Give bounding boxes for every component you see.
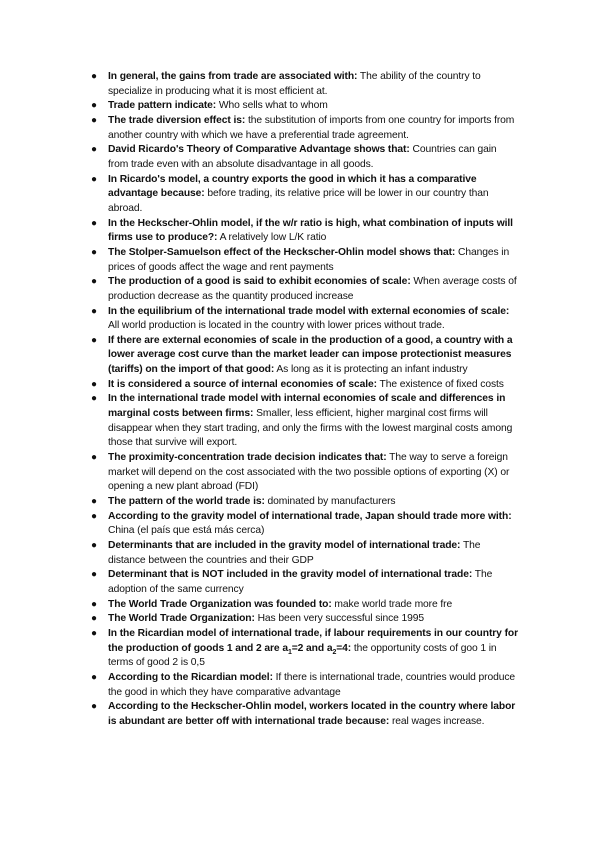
subscript: 2 xyxy=(332,648,337,656)
bullet-icon: ● xyxy=(91,246,97,258)
list-item xyxy=(91,70,519,99)
list-item xyxy=(91,539,519,568)
list-item xyxy=(91,275,519,304)
item-question: The pattern of the world trade is: xyxy=(108,496,265,508)
list-item xyxy=(91,510,519,539)
list-item xyxy=(91,451,519,495)
item-question: Determinants that are included in the gravity model of international trade: xyxy=(108,540,461,551)
item-question: In Ricardo's model, a country exports the good in which it has a comparative advantage because: xyxy=(108,173,477,200)
bullet-icon: ● xyxy=(91,173,97,185)
bullet-icon: ● xyxy=(91,217,97,229)
item-answer: The distance between the countries and their GDP xyxy=(108,540,481,566)
bullet-icon: ● xyxy=(91,452,97,464)
bullet-icon: ● xyxy=(91,393,97,405)
item-question: The Stolper-Samuelson effect of the Heckscher-Ohlin model shows that: xyxy=(108,246,456,258)
item-question: According to the Heckscher-Ohlin model, workers located in the country where labor is abundant are better off with international trade because: xyxy=(108,701,516,727)
item-answer: Who sells what to whom xyxy=(216,100,328,112)
list-item xyxy=(91,495,519,510)
list-item xyxy=(91,114,519,143)
bullet-icon: ● xyxy=(91,100,97,112)
bullet-icon: ● xyxy=(91,627,97,639)
item-question: In general, the gains from trade are associated with: xyxy=(108,71,358,82)
item-question: David Ricardo's Theory of Comparative Advantage shows that: xyxy=(108,144,410,156)
list-item xyxy=(91,173,519,217)
bullet-icon: ● xyxy=(91,671,97,683)
bullet-icon: ● xyxy=(91,613,97,625)
list-item xyxy=(91,700,519,729)
item-question: Determinant that is NOT included in the gravity model of international trade: xyxy=(108,569,473,581)
item-answer: make world trade more fre xyxy=(331,598,453,610)
item-answer: If there is international trade, countries would produce the good in which they have comparative advantage xyxy=(108,671,516,698)
bullet-icon: ● xyxy=(91,114,97,126)
item-answer: A relatively low L/K ratio xyxy=(217,232,327,244)
list-item xyxy=(91,378,519,393)
list-item xyxy=(91,99,519,114)
bullet-icon: ● xyxy=(91,71,97,82)
list-item xyxy=(91,217,519,246)
item-answer: the substitution of imports from one country for imports from another country with which we have a preferential trade agreement. xyxy=(108,114,515,141)
bullet-icon: ● xyxy=(91,334,97,346)
question-part: =4: xyxy=(336,642,352,654)
question-part: =2 and a xyxy=(291,642,333,654)
item-answer: The ability of the country to specialize in producing what it is most efficient at. xyxy=(108,71,481,97)
list-item xyxy=(91,246,519,275)
subscript: 1 xyxy=(287,648,292,656)
item-question: The trade diversion effect is: xyxy=(108,114,246,126)
item-question: Trade pattern indicate: xyxy=(108,100,217,112)
item-answer: Changes in prices of goods affect the wage and rent payments xyxy=(108,246,510,273)
list-item xyxy=(91,305,519,334)
item-question: It is considered a source of internal economies of scale: xyxy=(108,378,377,390)
list-item xyxy=(91,598,519,613)
item-question: In the equilibrium of the international trade model with external economies of scale: xyxy=(108,305,510,317)
bullet-icon: ● xyxy=(91,510,97,522)
bullet-icon: ● xyxy=(91,144,97,156)
list-item xyxy=(91,612,519,627)
bullet-icon: ● xyxy=(91,305,97,317)
list-item xyxy=(91,671,519,700)
item-answer: the opportunity costs of goo 1 in terms of good 2 is 0,5 xyxy=(108,642,497,669)
list-item xyxy=(91,568,519,597)
item-question: The World Trade Organization: xyxy=(108,613,255,625)
item-question: According to the Ricardian model: xyxy=(108,671,273,683)
item-question: In the Heckscher-Ohlin model, if the w/r ratio is high, what combination of inputs will firms use to produce?: xyxy=(108,217,513,244)
item-question: In the international trade model with internal economies of scale and differences in marginal costs between firms: xyxy=(108,393,506,420)
list-item xyxy=(91,392,519,451)
item-answer: before trading, its relative price will be lower in our country than abroad. xyxy=(108,188,489,214)
item-question: The production of a good is said to exhibit economies of scale: xyxy=(108,276,411,288)
bullet-icon: ● xyxy=(91,276,97,288)
list-item xyxy=(91,143,519,172)
bullet-icon: ● xyxy=(91,569,97,581)
item-answer: The existence of fixed costs xyxy=(376,378,504,390)
bullet-icon: ● xyxy=(91,496,97,508)
item-question: The proximity-concentration trade decision indicates that: xyxy=(108,452,387,464)
bullet-icon: ● xyxy=(91,701,97,713)
notes-list xyxy=(91,70,519,730)
bullet-icon: ● xyxy=(91,598,97,610)
list-item-ricardian xyxy=(91,627,519,671)
item-answer: Countries can gain from trade even with an absolute disadvantage in all goods. xyxy=(108,144,497,170)
item-question: If there are external economies of scale in the production of a good, a country with a lower average cost curve than the market leader can impose protectionist measures (tariffs) on the import of that good: xyxy=(108,334,513,376)
item-answer: China (el país que está más cerca) xyxy=(108,525,265,537)
item-question: The World Trade Organization was founded to: xyxy=(108,598,332,610)
item-answer: real wages increase. xyxy=(389,715,485,727)
item-answer: dominated by manufacturers xyxy=(264,496,396,508)
item-answer: When average costs of production decrease as the quantity produced increase xyxy=(108,276,517,302)
bullet-icon: ● xyxy=(91,540,97,551)
bullet-icon: ● xyxy=(91,378,97,390)
item-answer: The adoption of the same currency xyxy=(108,569,493,595)
question-part: In the Ricardian model of international trade, if labour requirements in our country for the production of goods 1 and 2 are a xyxy=(108,627,518,654)
list-item xyxy=(91,334,519,378)
item-question: According to the gravity model of international trade, Japan should trade more with: xyxy=(108,510,512,522)
item-answer: Smaller, less efficient, higher marginal cost firms will disappear when they start trading, and only the firms with the lowest marginal costs among those that survive will export. xyxy=(108,408,513,449)
item-answer: Has been very successful since 1995 xyxy=(254,613,425,625)
item-answer: All world production is located in the country with lower prices without trade. xyxy=(108,320,445,332)
item-answer: As long as it is protecting an infant industry xyxy=(274,364,468,376)
item-answer: The way to serve a foreign market will depend on the cost associated with the two possible options of exporting (X) or opening a new plant abroad (FDI) xyxy=(108,452,510,493)
